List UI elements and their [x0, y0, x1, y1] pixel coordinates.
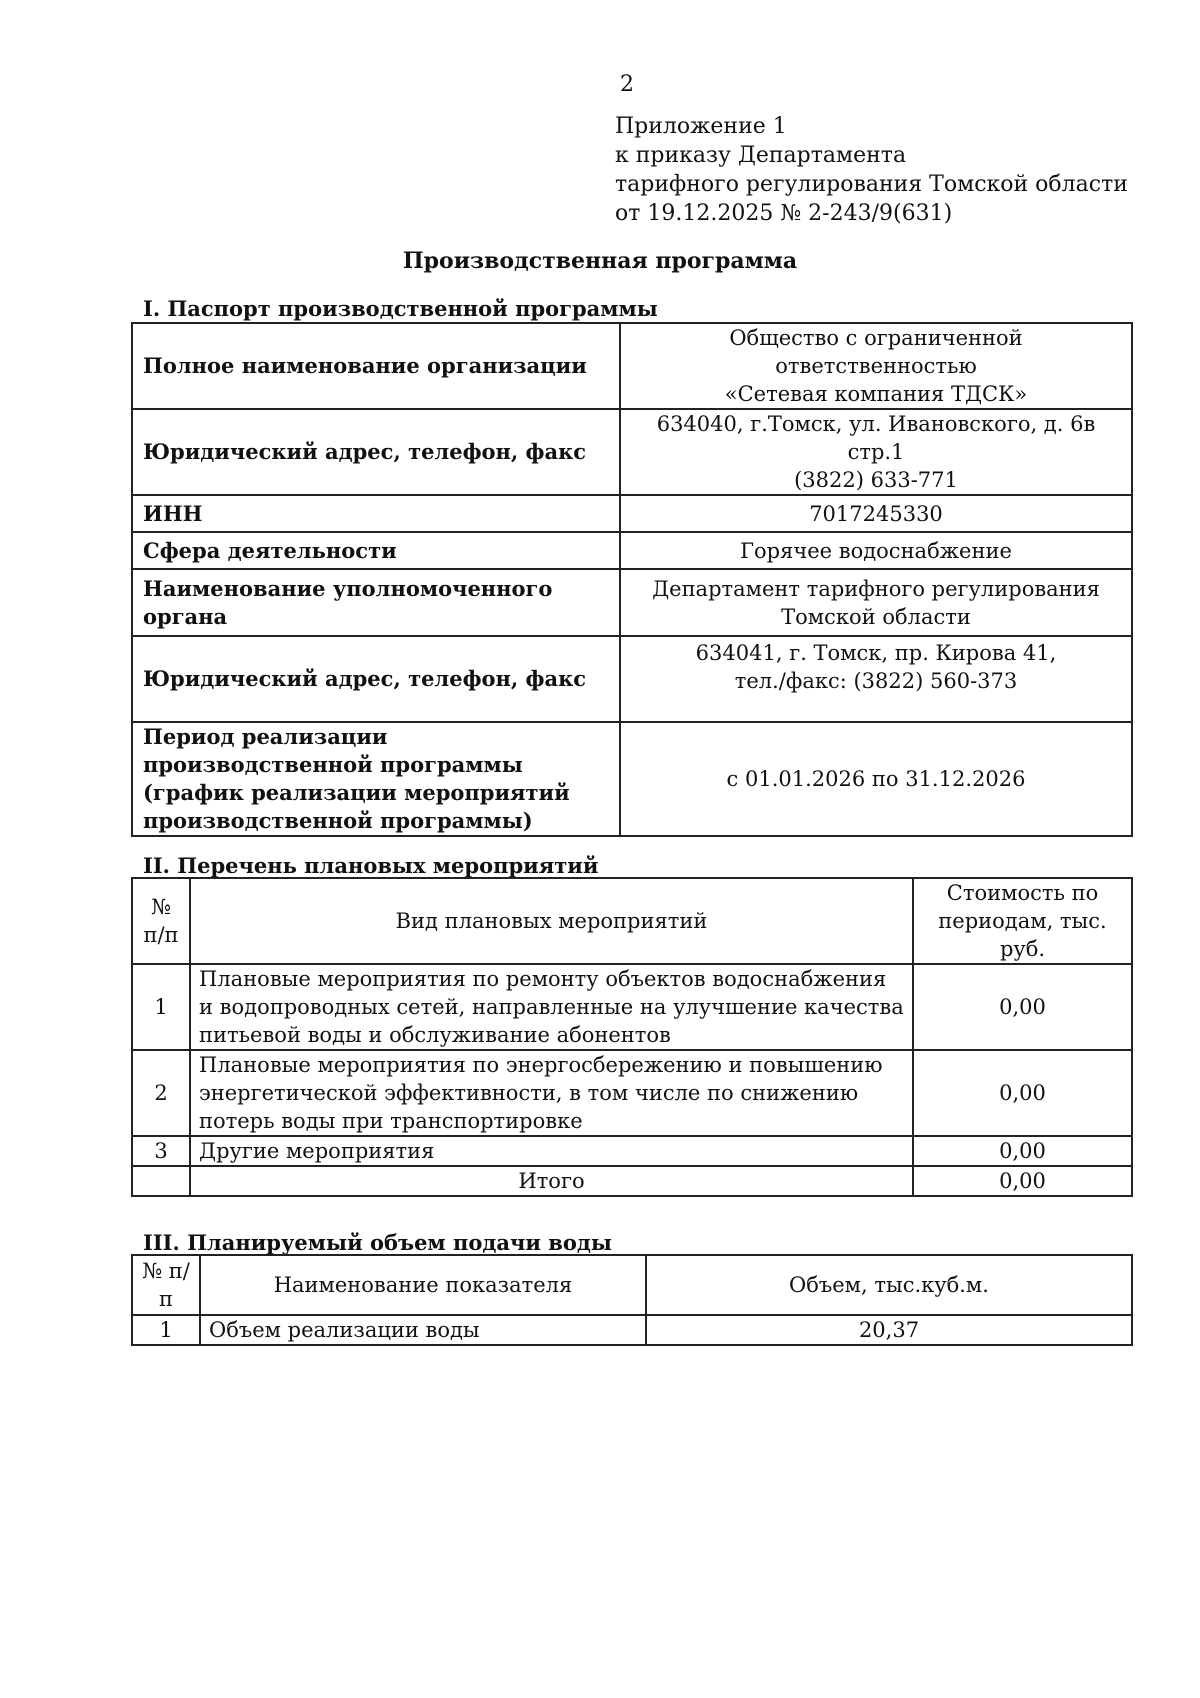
passport-row [132, 569, 1132, 636]
measure-text: Плановые мероприятия по ремонту объектов водоснабжения и водопроводных сетей, направленные на улучшение качества питьевой воды и обслуживание абонентов [190, 964, 913, 1050]
measures-header-num: № п/п [132, 878, 190, 964]
appendix-line-4: от 19.12.2025 № 2-243/9(631) [615, 201, 953, 226]
volume-header-num: № п/п [132, 1255, 200, 1315]
table-row [132, 1136, 1132, 1166]
passport-value-line: (3822) 633-771 [794, 468, 958, 492]
passport-value-line: Томской области [781, 604, 971, 629]
total-cost: 0,00 [913, 1166, 1132, 1196]
measure-cost: 0,00 [913, 1136, 1132, 1166]
measure-text: Другие мероприятия [190, 1136, 913, 1166]
measures-header-type: Вид плановых мероприятий [190, 878, 913, 964]
passport-label: Наименование уполномоченного органа [132, 569, 620, 636]
table-row [132, 1315, 1132, 1345]
measures-header-row [132, 878, 1132, 964]
passport-label: ИНН [132, 495, 620, 532]
passport-row [132, 323, 1132, 409]
measure-num: 3 [132, 1136, 190, 1166]
measures-header-cost: Стоимость по периодам, тыс. руб. [913, 878, 1132, 964]
passport-row [132, 532, 1132, 569]
volume-header-row [132, 1255, 1132, 1315]
total-empty-cell [132, 1166, 190, 1196]
passport-value-line: Департамент тарифного регулирования [652, 576, 1100, 601]
passport-label: Сфера деятельности [132, 532, 620, 569]
volume-table [131, 1254, 1133, 1346]
appendix-header [615, 112, 1128, 228]
passport-row [132, 495, 1132, 532]
passport-value [620, 569, 1132, 636]
passport-value-line: 634041, г. Томск, пр. Кирова 41, [695, 641, 1057, 665]
passport-value: Горячее водоснабжение [620, 532, 1132, 569]
section-3-title: III. Планируемый объем подачи воды [143, 1230, 612, 1255]
passport-value [620, 323, 1132, 409]
passport-value: с 01.01.2026 по 31.12.2026 [620, 722, 1132, 836]
volume-name: Объем реализации воды [200, 1315, 646, 1345]
volume-value: 20,37 [646, 1315, 1132, 1345]
section-1-title: I. Паспорт производственной программы [143, 296, 658, 321]
passport-label: Полное наименование организации [132, 323, 620, 409]
passport-label: Юридический адрес, телефон, факс [132, 409, 620, 495]
total-label: Итого [190, 1166, 913, 1196]
measure-num: 1 [132, 964, 190, 1050]
passport-row [132, 409, 1132, 495]
passport-value-line: «Сетевая компания ТДСК» [724, 382, 1028, 406]
passport-value [620, 636, 1132, 722]
table-row [132, 964, 1132, 1050]
appendix-line-3: тарифного регулирования Томской области [615, 172, 1128, 197]
passport-value-line: 634040, г.Томск, ул. Ивановского, д. 6в стр.1 [656, 412, 1096, 464]
passport-label: Период реализации производственной программы (график реализации мероприятий производственной программы) [132, 722, 620, 836]
section-2-title: II. Перечень плановых мероприятий [143, 853, 599, 878]
passport-row [132, 636, 1132, 722]
appendix-line-2: к приказу Департамента [615, 143, 907, 168]
measures-total-row [132, 1166, 1132, 1196]
volume-header-name: Наименование показателя [200, 1255, 646, 1315]
measure-cost: 0,00 [913, 1050, 1132, 1136]
table-row [132, 1050, 1132, 1136]
passport-value [620, 409, 1132, 495]
appendix-line-1: Приложение 1 [615, 114, 787, 139]
passport-value: 7017245330 [620, 495, 1132, 532]
document-title: Производственная программа [402, 248, 798, 274]
passport-row [132, 722, 1132, 836]
measure-cost: 0,00 [913, 964, 1132, 1050]
passport-value-line: Общество с ограниченной ответственностью [729, 326, 1023, 378]
volume-num: 1 [132, 1315, 200, 1345]
passport-table [131, 322, 1133, 837]
passport-label: Юридический адрес, телефон, факс [132, 636, 620, 722]
measure-num: 2 [132, 1050, 190, 1136]
page-number: 2 [620, 72, 634, 97]
volume-header-volume: Объем, тыс.куб.м. [646, 1255, 1132, 1315]
measure-text: Плановые мероприятия по энергосбережению и повышению энергетической эффективности, в том числе по снижению потерь воды при транспортировке [190, 1050, 913, 1136]
passport-value-line: тел./факс: (3822) 560-373 [734, 669, 1018, 693]
measures-table [131, 877, 1133, 1197]
